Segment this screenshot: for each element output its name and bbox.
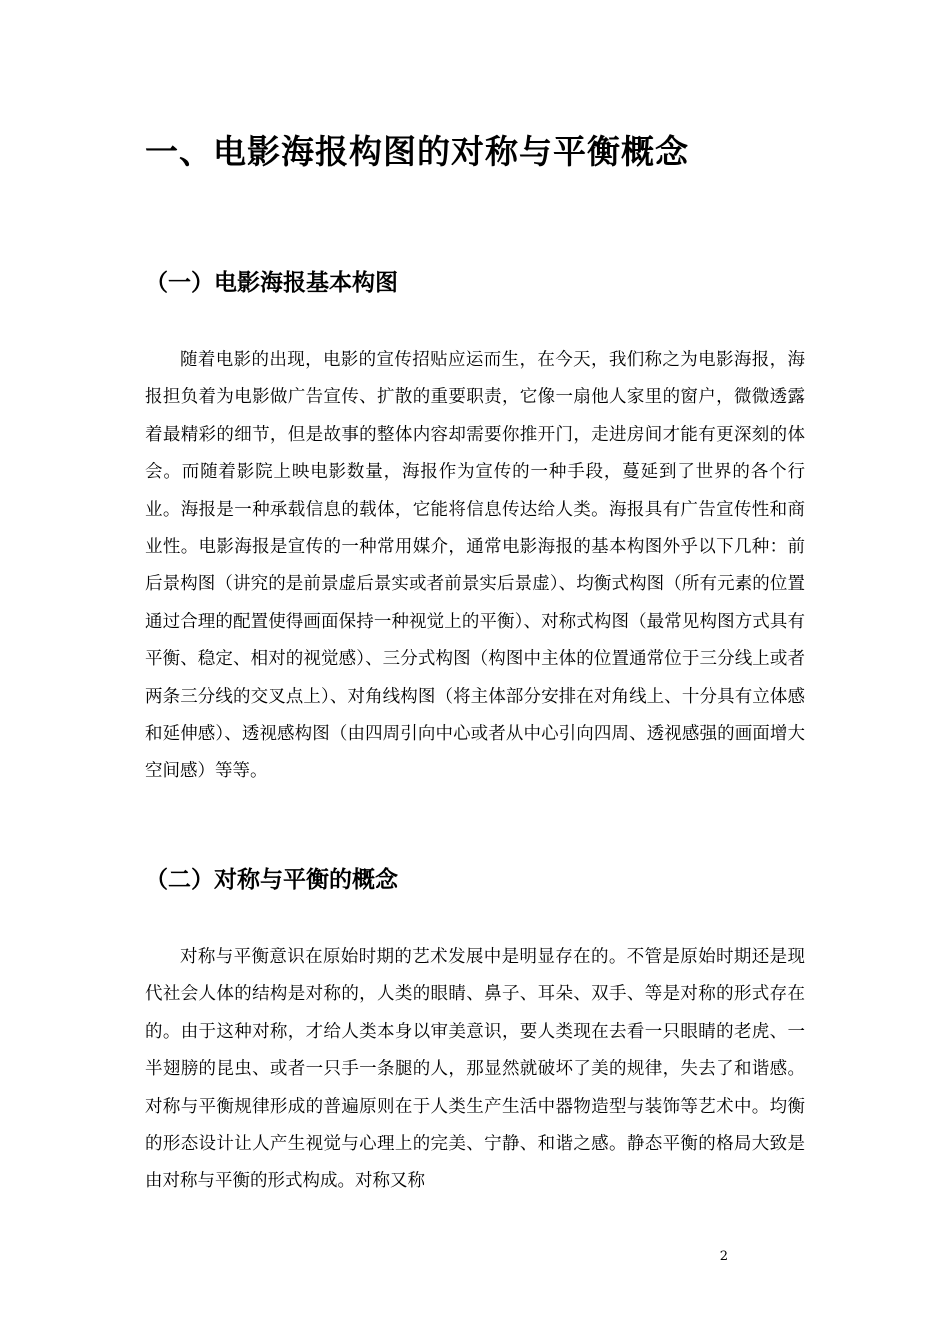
- page-number: 2: [719, 1249, 728, 1264]
- section-heading-symmetry-balance: （二）对称与平衡的概念: [145, 867, 398, 893]
- paragraph-symmetry-balance: 对称与平衡意识在原始时期的艺术发展中是明显存在的。不管是原始时期还是现代社会人体的结构是对称的，人类的眼睛、鼻子、耳朵、双手、等是对称的形式存在的。由于这种对称，才给人类本身以审美意识，要人类现在去看一只眼睛的老虎、一半翅膀的昆虫、或者一只手一条腿的人，那显然就破坏了美的规律，失去了和谐感。对称与平衡规律形成的普遍原则在于人类生产生活中器物造型与装饰等艺术中。均衡的形态设计让人产生视觉与心理上的完美、宁静、和谐之感。静态平衡的格局大致是由对称与平衡的形式构成。对称又称: [145, 947, 805, 1192]
- section-heading-basic-composition: （一）电影海报基本构图: [145, 270, 398, 296]
- chapter-title: 一、电影海报构图的对称与平衡概念: [145, 132, 689, 171]
- paragraph-basic-composition: 随着电影的出现，电影的宣传招贴应运而生，在今天，我们称之为电影海报，海报担负着为电影做广告宣传、扩散的重要职责，它像一扇他人家里的窗户，微微透露着最精彩的细节，但是故事的整体内容却需要你推开门，走进房间才能有更深刻的体会。而随着影院上映电影数量，海报作为宣传的一种手段，蔓延到了世界的各个行业。海报是一种承载信息的载体，它能将信息传达给人类。海报具有广告宣传性和商业性。电影海报是宣传的一种常用媒介，通常电影海报的基本构图外乎以下几种：前后景构图（讲究的是前景虚后景实或者前景实后景虚）、均衡式构图（所有元素的位置通过合理的配置使得画面保持一种视觉上的平衡）、对称式构图（最常见构图方式具有平衡、稳定、相对的视觉感）、三分式构图（构图中主体的位置通常位于三分线上或者两条三分线的交叉点上）、对角线构图（将主体部分安排在对角线上、十分具有立体感和延伸感）、透视感构图（由四周引向中心或者从中心引向四周、透视感强的画面增大空间感）等等。: [145, 350, 805, 782]
